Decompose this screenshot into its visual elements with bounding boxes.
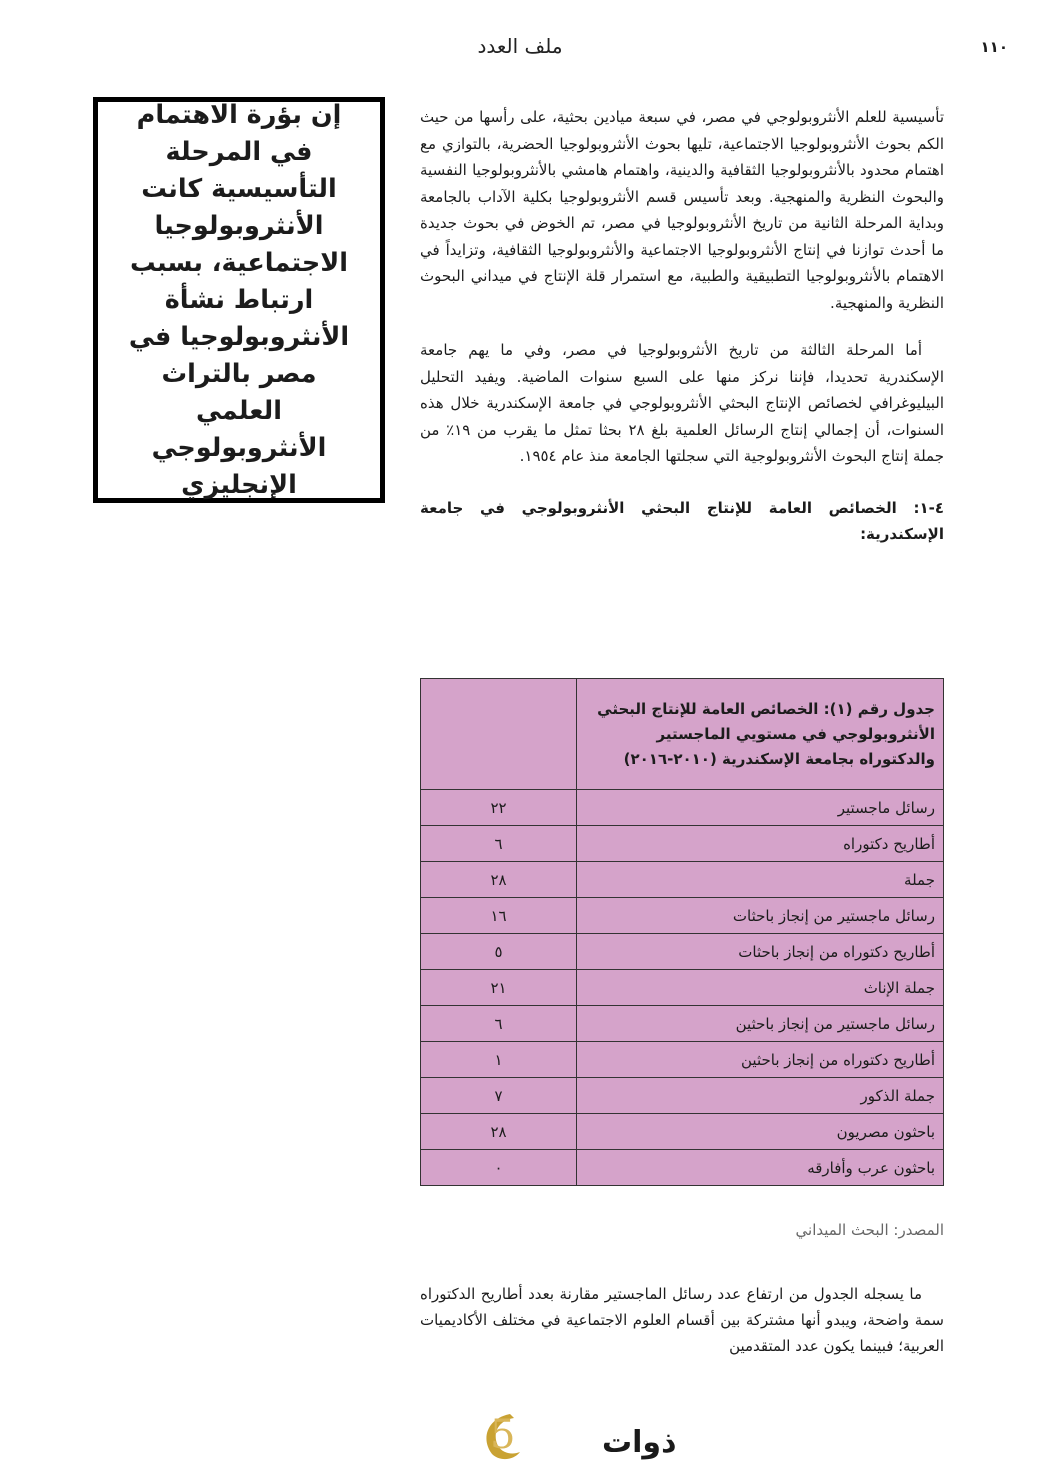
table-row [421, 934, 944, 970]
dhawat-logo [470, 1408, 677, 1464]
table-header-row [421, 679, 944, 790]
table-row [421, 790, 944, 826]
table-row-value: ٦ [421, 826, 577, 862]
logo-text: ذوات [602, 1425, 677, 1460]
table-row-label: باحثون عرب وأفارقه [577, 1150, 944, 1186]
table-row-label: جملة الإناث [577, 970, 944, 1006]
page-number: ١١٠ [980, 38, 1008, 56]
table-row-value: ١٦ [421, 898, 577, 934]
table-row-value: ٢٢ [421, 790, 577, 826]
paragraph-1: تأسيسية للعلم الأنثروبولوجي في مصر، في سبعة ميادين بحثية، على رأسها من حيث الكم بحوث الأنثروبولوجيا الاجتماعية، تليها بحوث الأنثروبولوجيا الحضرية، بالتوازي مع اهتمام محدود بالأنثروبولوجيا الثقافية والدينية، واهتمام هامشي بالأنثروبولوجيا النفسية والبحوث النظرية والمنهجية. وبعد تأسيس قسم الأنثروبولوجيا بكلية الآداب بالجامعة وبداية المرحلة الثانية من تاريخ الأنثروبولوجيا في مصر، تم الخوض في بحوث جديدة ما أحدث توازنا في إنتاج الأنثروبولوجيا الاجتماعية والأنثروبولوجيا الثقافية، وتزايداً في الاهتمام بالأنثروبولوجيا التطبيقية والطبية، مع استمرار قلة الإنتاج في ميداني البحوث النظرية والمنهجية. [420, 108, 944, 312]
table-row-label: رسائل ماجستير [577, 790, 944, 826]
table-row-value: ٢٨ [421, 1114, 577, 1150]
main-column [420, 104, 944, 548]
table-row-value: ٠ [421, 1150, 577, 1186]
header-section-title: ملف العدد [477, 34, 563, 58]
source-note: المصدر: البحث الميداني [795, 1221, 944, 1239]
table-row [421, 898, 944, 934]
closing-paragraph: ما يسجله الجدول من ارتفاع عدد رسائل الماجستير مقارنة بعدد أطاريح الدكتوراه سمة واضحة، ويبدو أنها مشتركة بين أقسام العلوم الاجتماعية في مختلف الأكاديميات العربية؛ فبينما يكون عدد المتقدمين [420, 1285, 944, 1355]
pull-quote-text: إن بؤرة الاهتمام في المرحلة التأسيسية كانت الأنثروبولوجيا الاجتماعية، بسبب ارتباط نشأة الأنثروبولوجيا في مصر بالتراث العلمي الأنثروبولوجي الإنجليزي [128, 99, 350, 500]
table-row-label: رسائل ماجستير من إنجاز باحثات [577, 898, 944, 934]
table-row [421, 1078, 944, 1114]
table-header-empty-cell [421, 679, 577, 790]
table-row-label: جملة [577, 862, 944, 898]
table-row-value: ١ [421, 1042, 577, 1078]
logo-five: 5 [490, 1412, 516, 1458]
table-row-value: ٦ [421, 1006, 577, 1042]
section-heading: ٤-١: الخصائص العامة للإنتاج البحثي الأنثروبولوجي في جامعة الإسكندرية: [420, 498, 944, 543]
table-row-value: ٢١ [421, 970, 577, 1006]
table-row-label: باحثون مصريون [577, 1114, 944, 1150]
table-row-value: ٢٨ [421, 862, 577, 898]
table-row-label: أطاريح دكتوراه [577, 826, 944, 862]
table-row [421, 970, 944, 1006]
table-row [421, 1150, 944, 1186]
table-row [421, 862, 944, 898]
table-row-value: ٧ [421, 1078, 577, 1114]
table-row-label: أطاريح دكتوراه من إنجاز باحثات [577, 934, 944, 970]
table-row [421, 826, 944, 862]
paragraph-2: أما المرحلة الثالثة من تاريخ الأنثروبولوجيا في مصر، وفي ما يهم جامعة الإسكندرية تحديدا، فإننا نركز منها على السبع سنوات الماضية. ويفيد التحليل البيليوغرافي لخصائص الإنتاج البحثي الأنثروبولوجي في جامعة الإسكندرية خلال هذه السنوات، أن إجمالي إنتاج الرسائل العلمية بلغ ٢٨ بحثا تمثل ما يقرب من ١٩٪ من جملة إنتاج البحوث الأنثروبولوجية التي سجلتها الجامعة منذ عام ١٩٥٤. [420, 341, 945, 465]
table-row [421, 1006, 944, 1042]
table-row-label: أطاريح دكتوراه من إنجاز باحثين [577, 1042, 944, 1078]
table-row-label: جملة الذكور [577, 1078, 944, 1114]
pull-quote-box [93, 97, 385, 503]
table-row-label: رسائل ماجستير من إنجاز باحثين [577, 1006, 944, 1042]
table-row [421, 1042, 944, 1078]
table-row-value: ٥ [421, 934, 577, 970]
data-table [420, 678, 944, 1186]
table-caption: جدول رقم (١): الخصائص العامة للإنتاج البحثي الأنثروبولوجي في مستويي الماجستير والدكتوراه بجامعة الإسكندرية (٢٠١٠-٢٠١٦) [577, 679, 944, 790]
table-row [421, 1114, 944, 1150]
